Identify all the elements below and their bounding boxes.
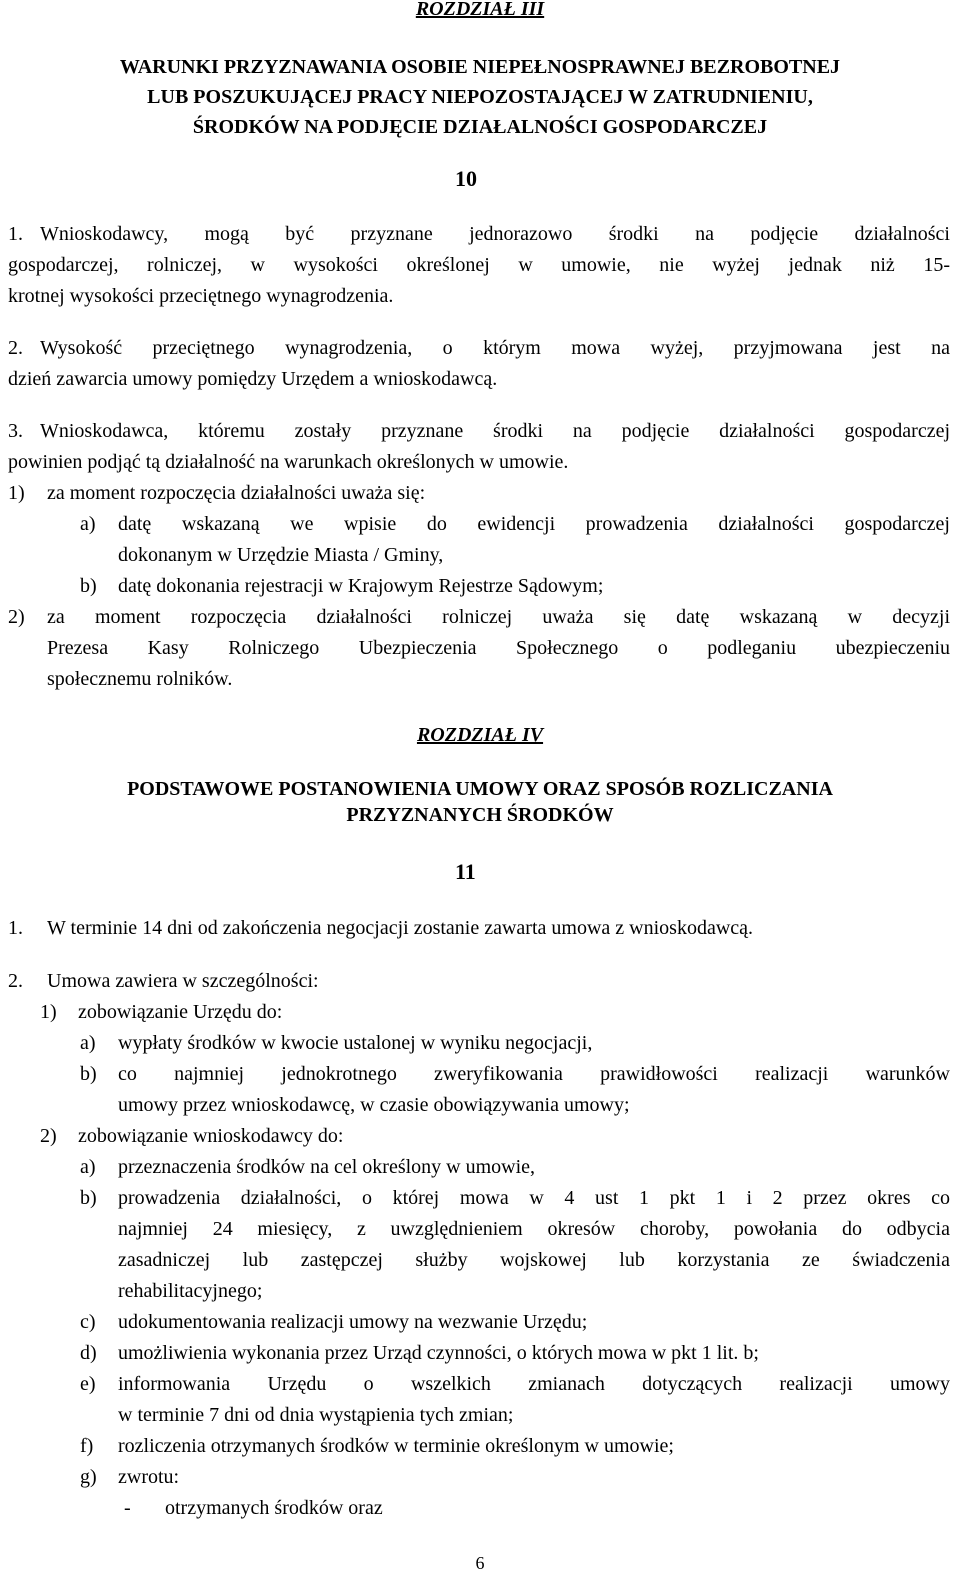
item-number: 1): [8, 482, 25, 504]
dash-item-text: otrzymanych środków oraz: [165, 1497, 383, 1519]
chapter-3-title-line-3: ŚRODKÓW NA PODJĘCIE DZIAŁALNOŚCI GOSPODARCZEJ: [192, 116, 768, 138]
subitem-letter: b): [80, 575, 97, 597]
subitem-letter: a): [80, 1156, 96, 1178]
section-10: 10: [455, 166, 477, 191]
subitem-f-text: rozliczenia otrzymanych środków w terminie określonym w umowie;: [118, 1435, 674, 1457]
paragraph-1-line-2: gospodarczej, rolniczej, w wysokości określonej w umowie, nie wyżej jednak niż 15-: [8, 254, 950, 276]
paragraph-number: 3.: [8, 420, 23, 442]
item-2-line-3: społecznemu rolników.: [47, 668, 233, 690]
subitem-b-line-2: umowy przez wnioskodawcę, w czasie obowiązywania umowy;: [118, 1094, 630, 1116]
paragraph-number: 2.: [8, 337, 23, 359]
subitem-b-line-1: co najmniej jednokrotnego zweryfikowania prawidłowości realizacji warunków: [118, 1063, 950, 1085]
subitem-a-text: wypłaty środków w kwocie ustalonej w wyniku negocjacji,: [118, 1032, 593, 1054]
item-2-line-1: za moment rozpoczęcia działalności rolniczej uważa się datę wskazaną w decyzji: [47, 606, 950, 628]
paragraph-1-line-3: krotnej wysokości przeciętnego wynagrodzenia.: [8, 285, 394, 307]
subitem-letter: a): [80, 1032, 96, 1054]
paragraph-1-text: W terminie 14 dni od zakończenia negocjacji zostanie zawarta umowa z wnioskodawcą.: [47, 917, 754, 939]
subitem-e-line-2: w terminie 7 dni od dnia wystąpienia tych zmian;: [118, 1404, 514, 1426]
paragraph-2-line-2: dzień zawarcia umowy pomiędzy Urzędem a wnioskodawcą.: [8, 368, 498, 390]
subitem-c-text: udokumentowania realizacji umowy na wezwanie Urzędu;: [118, 1311, 588, 1333]
paragraph-3-line-2: powinien podjąć tą działalność na warunkach określonych w umowie.: [8, 451, 569, 473]
chapter-3-title-line-2: LUB POSZUKUJĄCEJ PRACY NIEPOZOSTAJĄCEJ W ZATRUDNIENIU,: [147, 86, 813, 108]
item-1-text: za moment rozpoczęcia działalności uważa się:: [47, 482, 426, 504]
paragraph-2-line-1: Wysokość przeciętnego wynagrodzenia, o którym mowa wyżej, przyjmowana jest na: [40, 337, 950, 359]
subitem-b-line-2: najmniej 24 miesięcy, z uwzględnieniem okresów choroby, powołania do odbycia: [118, 1218, 950, 1240]
chapter-4-title-line-1: PODSTAWOWE POSTANOWIENIA UMOWY ORAZ SPOSÓB ROZLICZANIA: [127, 778, 833, 800]
chapter-3-title-line-1: WARUNKI PRZYZNAWANIA OSOBIE NIEPEŁNOSPRAWNEJ BEZROBOTNEJ: [119, 56, 841, 78]
subitem-g-text: zwrotu:: [118, 1466, 180, 1488]
subitem-a-line-1: datę wskazaną we wpisie do ewidencji prowadzenia działalności gospodarczej: [118, 513, 950, 535]
paragraph-number: 1.: [8, 223, 23, 245]
subitem-e-line-1: informowania Urzędu o wszelkich zmianach dotyczących realizacji umowy: [118, 1373, 950, 1395]
subitem-letter: b): [80, 1063, 97, 1085]
item-2-line-2: Prezesa Kasy Rolniczego Ubezpieczenia Społecznego o podleganiu ubezpieczeniu: [47, 637, 950, 659]
subitem-b-text: datę dokonania rejestracji w Krajowym Rejestrze Sądowym;: [118, 575, 604, 597]
paragraph-2-text: Umowa zawiera w szczególności:: [47, 970, 319, 992]
subitem-b-line-3: zasadniczej lub zastępczej służby wojskowej lub korzystania ze świadczenia: [118, 1249, 950, 1271]
subitem-b-line-4: rehabilitacyjnego;: [118, 1280, 263, 1302]
page-number: 6: [475, 1553, 485, 1573]
paragraph-3-line-1: Wnioskodawca, któremu zostały przyznane środki na podjęcie działalności gospodarczej: [40, 420, 950, 442]
subitem-letter: d): [80, 1342, 97, 1364]
paragraph-number: 2.: [8, 970, 23, 992]
subitem-b-line-1: prowadzenia działalności, o której mowa w 4 ust 1 pkt 1 i 2 przez okres co: [118, 1187, 950, 1209]
paragraph-1-line-1: Wnioskodawcy, mogą być przyznane jednorazowo środki na podjęcie działalności: [40, 223, 950, 245]
section-11: 11: [455, 859, 476, 884]
item-number: 1): [40, 1001, 57, 1023]
chapter-4-title-line-2: PRZYZNANYCH ŚRODKÓW: [346, 804, 614, 826]
subitem-a-text: przeznaczenia środków na cel określony w umowie,: [118, 1156, 536, 1178]
subitem-letter: f): [80, 1435, 94, 1457]
chapter-3-heading: ROZDZIAŁ III: [415, 0, 545, 20]
item-2-text: zobowiązanie wnioskodawcy do:: [78, 1125, 344, 1147]
subitem-letter: g): [80, 1466, 97, 1488]
subitem-a-line-2: dokonanym w Urzędzie Miasta / Gminy,: [118, 544, 444, 566]
item-1-text: zobowiązanie Urzędu do:: [78, 1001, 283, 1023]
subitem-d-text: umożliwienia wykonania przez Urząd czynności, o których mowa w pkt 1 lit. b;: [118, 1342, 759, 1364]
subitem-letter: c): [80, 1311, 96, 1333]
item-number: 2): [40, 1125, 57, 1147]
subitem-letter: a): [80, 513, 96, 535]
subitem-letter: e): [80, 1373, 96, 1395]
subitem-letter: b): [80, 1187, 97, 1209]
dash-bullet: -: [124, 1497, 131, 1519]
chapter-4-heading: ROZDZIAŁ IV: [416, 724, 544, 746]
paragraph-number: 1.: [8, 917, 23, 939]
item-number: 2): [8, 606, 25, 628]
